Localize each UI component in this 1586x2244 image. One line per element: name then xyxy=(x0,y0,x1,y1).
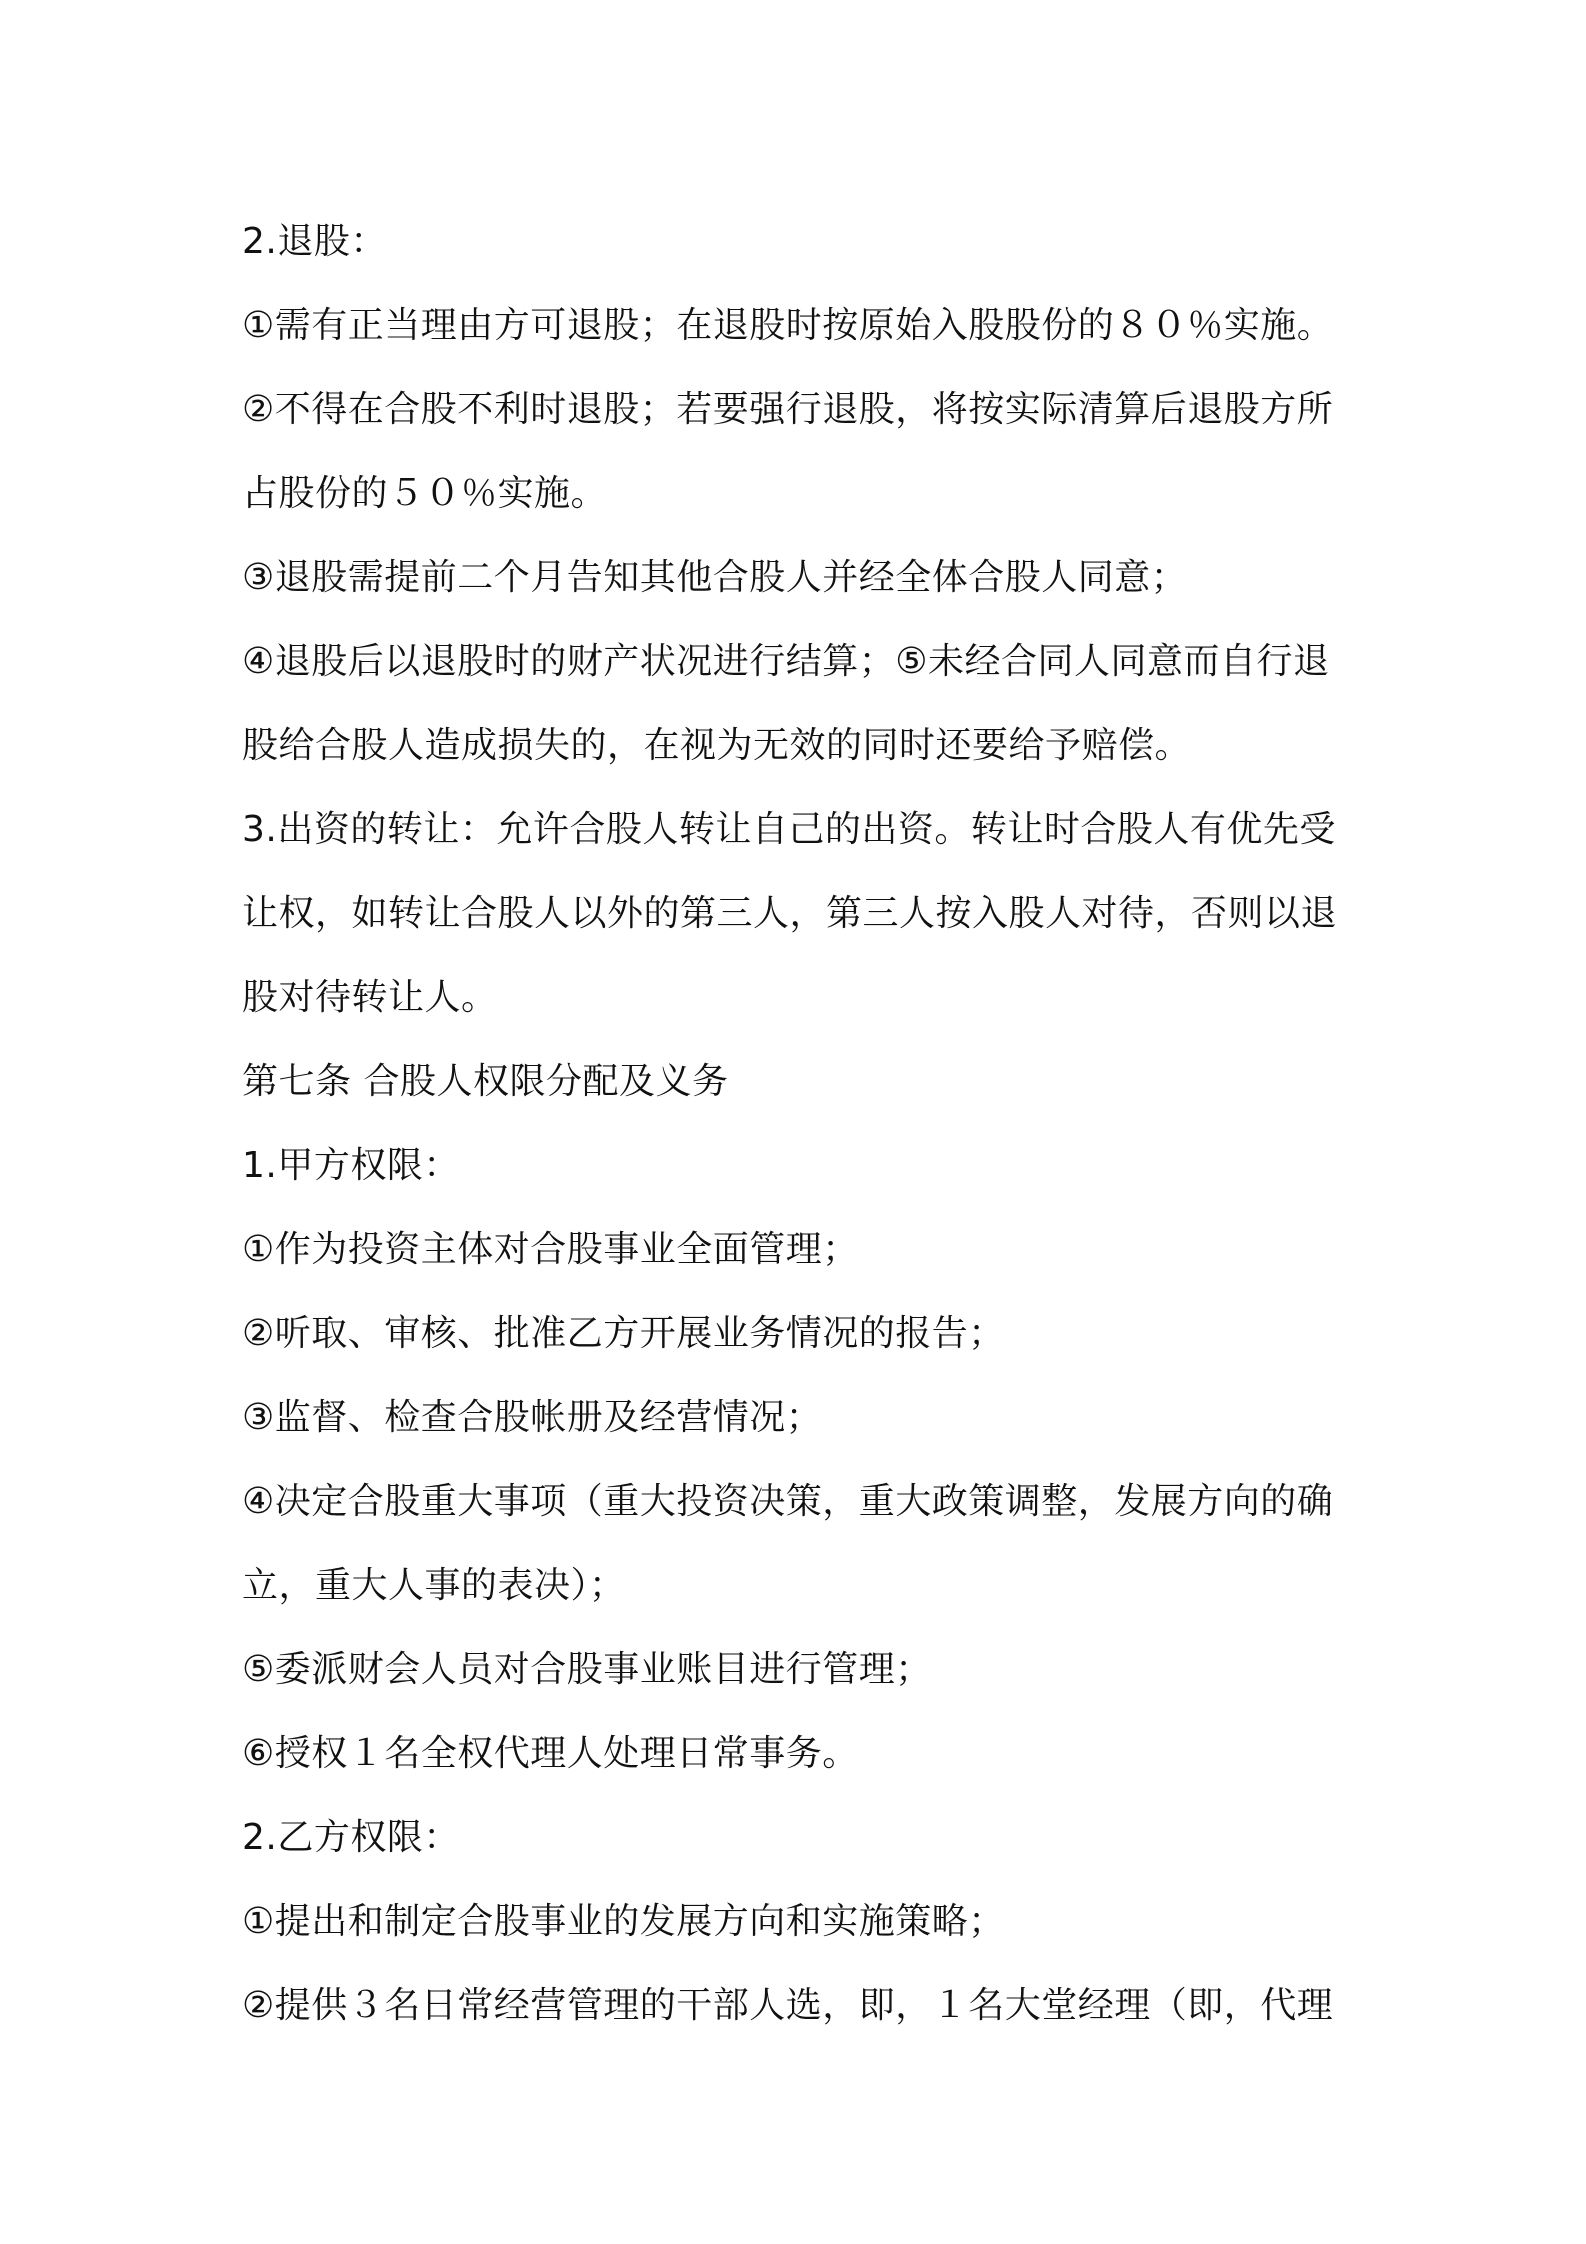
party-a-right-6: ⑥授权１名全权代理人处理日常事务。 xyxy=(242,1733,859,1774)
party-b-right-1: ①提出和制定合股事业的发展方向和实施策略； xyxy=(242,1901,1005,1942)
party-a-right-3: ③监督、检查合股帐册及经营情况； xyxy=(242,1397,823,1438)
withdrawal-clause-4-5: ④退股后以退股时的财产状况进行结算；⑤未经合同人同意而自行退股给合股人造成损失的，在视为无效的同时还要给予赔偿。 xyxy=(242,641,1330,766)
party-b-right-2: ②提供３名日常经营管理的干部人选，即，１名大堂经理（即，代理 xyxy=(242,1985,1334,2026)
party-a-right-2: ②听取、审核、批准乙方开展业务情况的报告； xyxy=(242,1313,1005,1354)
party-a-right-5: ⑤委派财会人员对合股事业账目进行管理； xyxy=(242,1649,932,1690)
article-seven-heading: 第七条 合股人权限分配及义务 xyxy=(242,1061,729,1102)
withdrawal-clause-3: ③退股需提前二个月告知其他合股人并经全体合股人同意； xyxy=(242,557,1188,598)
withdrawal-clause-2: ②不得在合股不利时退股；若要强行退股，将按实际清算后退股方所占股份的５０％实施。 xyxy=(242,389,1334,514)
section-heading-withdrawal: 2.退股： xyxy=(242,221,387,262)
party-a-right-1: ①作为投资主体对合股事业全面管理； xyxy=(242,1229,859,1270)
document-body xyxy=(242,200,1362,2048)
party-a-right-4: ④决定合股重大事项（重大投资决策，重大政策调整，发展方向的确立，重大人事的表决）； xyxy=(242,1481,1334,1606)
capital-transfer-clause: 3.出资的转让：允许合股人转让自己的出资。转让时合股人有优先受让权，如转让合股人以外的第三人，第三人按入股人对待，否则以退股对待转让人。 xyxy=(242,809,1338,1018)
party-a-rights-heading: 1.甲方权限： xyxy=(242,1145,460,1186)
withdrawal-clause-1: ①需有正当理由方可退股；在退股时按原始入股股份的８０％实施。 xyxy=(242,305,1334,346)
party-b-rights-heading: 2.乙方权限： xyxy=(242,1817,460,1858)
